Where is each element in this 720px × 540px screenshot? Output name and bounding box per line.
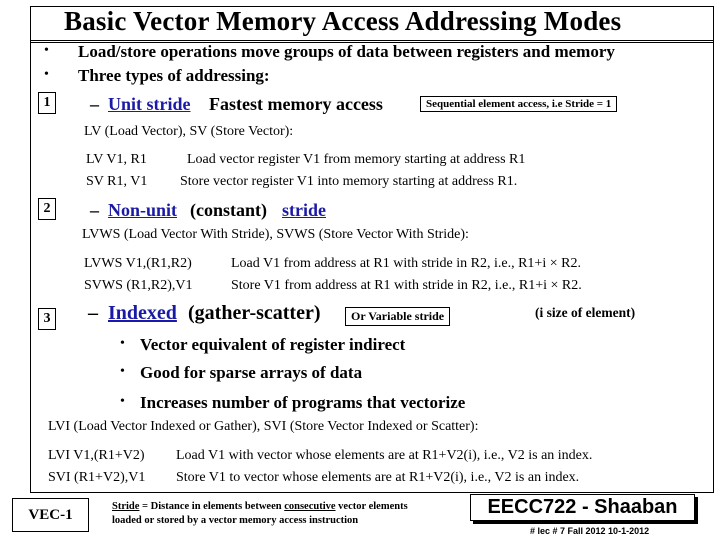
svws-instr: SVWS (R1,R2),V1: [84, 278, 193, 293]
slide-id-box: VEC-1: [12, 498, 89, 532]
lvws-desc: Load V1 from address at R1 with stride in R2, i.e., R1+i × R2.: [231, 256, 581, 271]
svws-desc: Store V1 from address at R1 with stride in R2, i.e., R1+i × R2.: [231, 278, 582, 293]
indexed-point: Vector equivalent of register indirect: [140, 335, 406, 354]
unit-stride-heading: Unit stride: [108, 94, 191, 114]
stride-def-text: = Distance in elements between: [139, 501, 285, 512]
mode-number-badge: 2: [38, 198, 56, 220]
indexed-point: Good for sparse arrays of data: [140, 363, 363, 382]
lv-instr: LV V1, R1: [86, 152, 147, 167]
bullet-glyph: •: [44, 43, 49, 58]
lvi-instr: LVI V1,(R1+V2): [48, 448, 145, 463]
sequential-access-tag: Sequential element access, i.e Stride = 1: [420, 96, 617, 112]
stride-definition: [112, 501, 408, 512]
nonunit-constant: (constant): [190, 200, 267, 220]
mode-number-badge: 1: [38, 92, 56, 114]
lvws-instr: LVWS V1,(R1,R2): [84, 256, 192, 271]
stride-def-text: vector elements: [335, 501, 408, 512]
mode-dash: –: [90, 94, 99, 114]
element-size-note: (i size of element): [535, 305, 636, 320]
indexed-point: Increases number of programs that vectorize: [140, 393, 466, 412]
lvi-desc: Load V1 with vector whose elements are at R1+V2(i), i.e., V2 is an index.: [176, 448, 593, 463]
stride-definition-line2: loaded or stored by a vector memory access instruction: [112, 515, 359, 526]
mode-dash: –: [90, 200, 99, 220]
title-rule: [30, 40, 713, 41]
lvws-svws-line: LVWS (Load Vector With Stride), SVWS (Store Vector With Stride):: [82, 227, 469, 242]
variable-stride-tag: Or Variable stride: [345, 307, 450, 326]
bullet-glyph: •: [44, 67, 49, 82]
bullet-text: Load/store operations move groups of data between registers and memory: [78, 42, 615, 61]
nonunit-heading: Non-unit: [108, 200, 178, 220]
stride-term: Stride: [112, 501, 140, 512]
page-title: Basic Vector Memory Access Addressing Modes: [64, 6, 622, 36]
bullet-glyph: •: [120, 364, 125, 379]
unit-stride-desc: Fastest memory access: [209, 94, 383, 114]
sv-desc: Store vector register V1 into memory starting at address R1.: [180, 174, 518, 189]
consecutive-term: consecutive: [284, 501, 336, 512]
bullet-glyph: •: [120, 336, 125, 351]
sv-instr: SV R1, V1: [86, 174, 148, 189]
lecture-info: # lec # 7 Fall 2012 10-1-2012: [530, 526, 650, 536]
lv-desc: Load vector register V1 from memory starting at address R1: [187, 152, 526, 167]
svi-desc: Store V1 to vector whose elements are at R1+V2(i), i.e., V2 is an index.: [176, 470, 580, 485]
course-brand-box: EECC722 - Shaaban: [470, 494, 695, 521]
bullet-text: Three types of addressing:: [78, 66, 270, 85]
mode-dash: –: [88, 302, 98, 324]
nonunit-stride: stride: [282, 200, 326, 220]
mode-number-badge: 3: [38, 308, 56, 330]
indexed-heading: Indexed: [108, 302, 177, 324]
gather-scatter-label: (gather-scatter): [188, 302, 321, 324]
lvi-svi-line: LVI (Load Vector Indexed or Gather), SVI (Store Vector Indexed or Scatter):: [48, 419, 479, 434]
svi-instr: SVI (R1+V2),V1: [48, 470, 146, 485]
bullet-glyph: •: [120, 394, 125, 409]
lv-sv-line: LV (Load Vector), SV (Store Vector):: [84, 124, 294, 139]
